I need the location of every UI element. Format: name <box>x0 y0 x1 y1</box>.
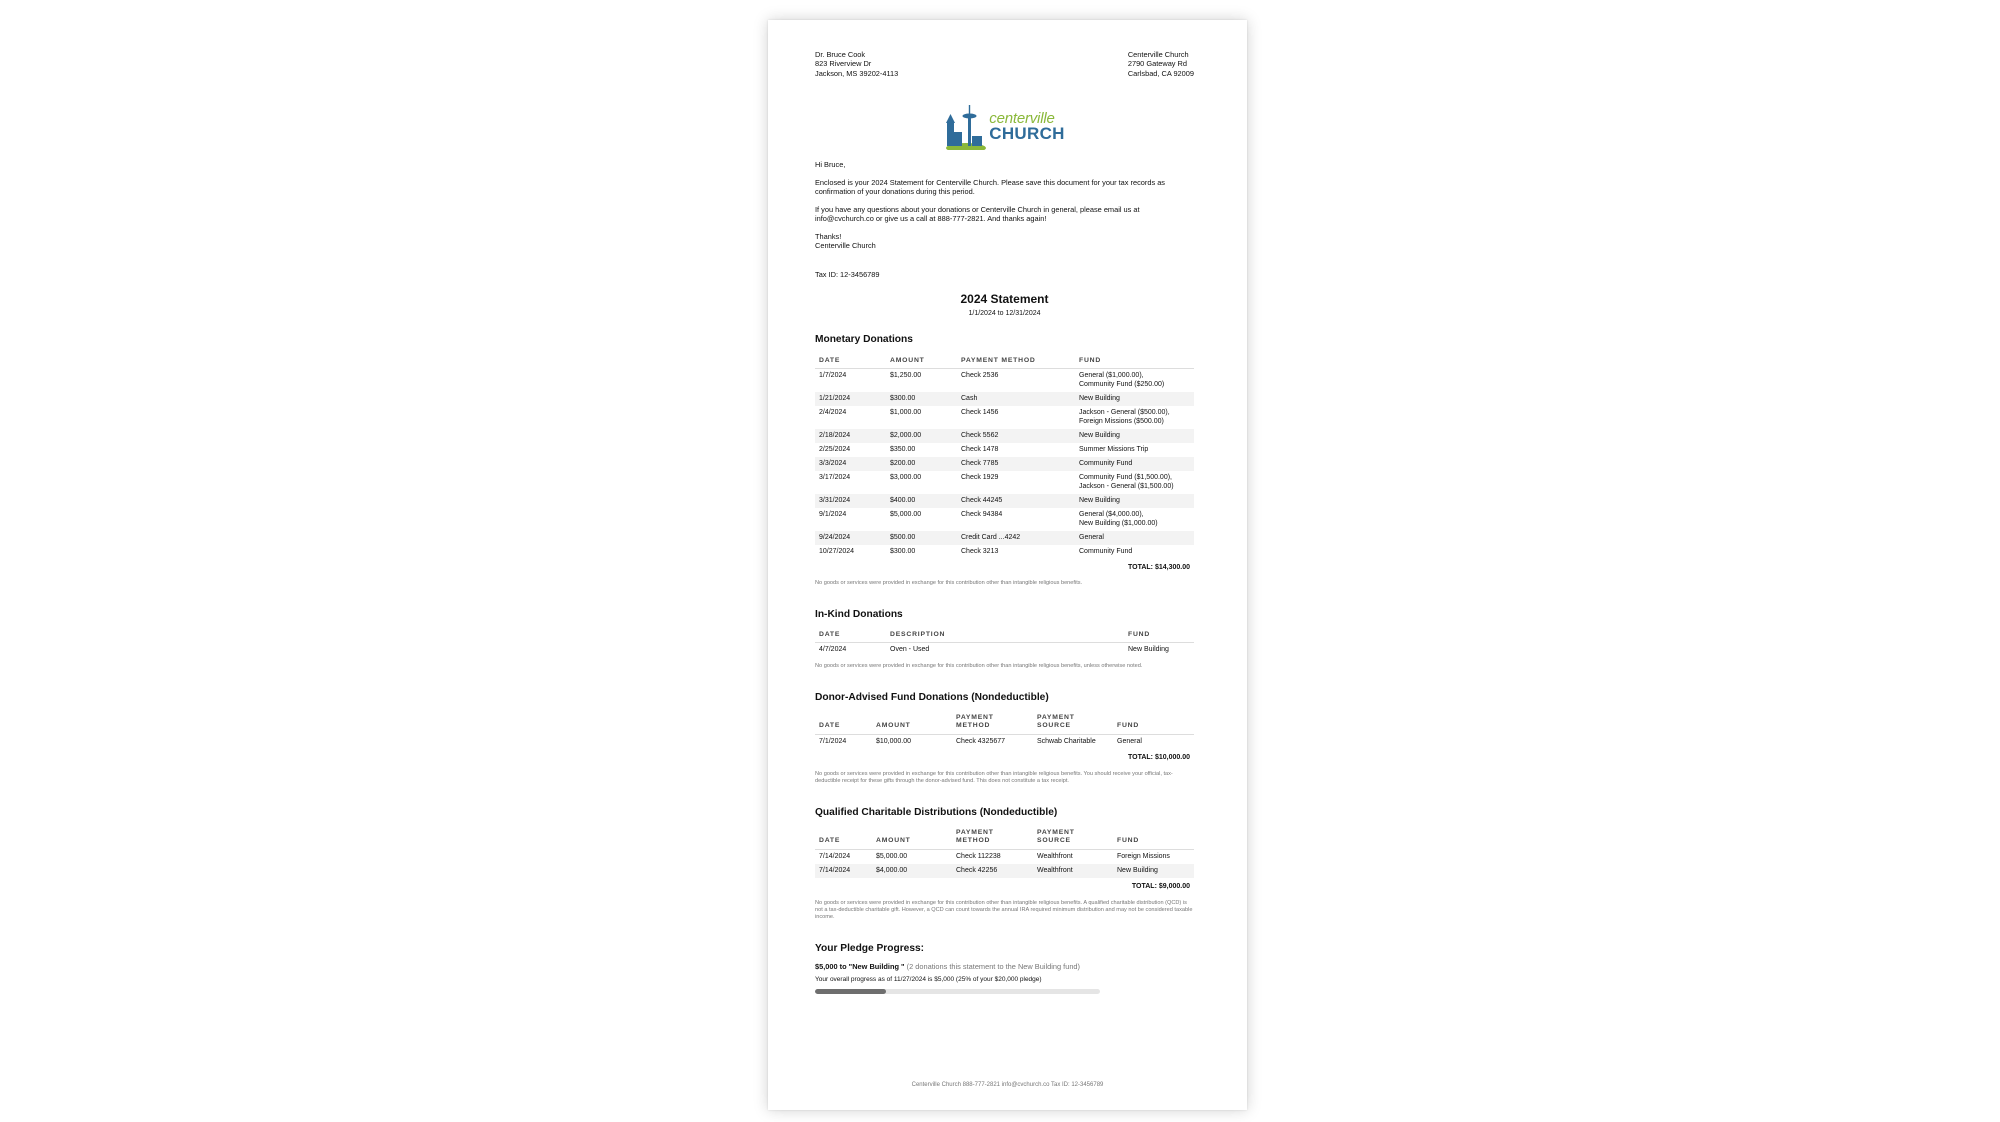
inkind-col-header: FUND <box>1124 629 1194 643</box>
daf-table <box>815 712 1194 765</box>
pledge-line <box>815 962 1194 971</box>
table-cell: 2/4/2024 <box>819 409 847 417</box>
donor-street: 823 Riverview Dr <box>815 59 872 69</box>
qcd-table <box>815 827 1194 894</box>
daf-col-header: FUND <box>1113 712 1194 735</box>
table-row <box>815 508 1194 531</box>
table-cell: 4/7/2024 <box>819 646 847 654</box>
table-cell: Community Fund <box>1079 547 1133 555</box>
table-cell: Wealthfront <box>1033 864 1113 878</box>
table-cell: New Building <box>1075 392 1194 406</box>
table-cell: 2/18/2024 <box>815 429 886 443</box>
table-cell: $350.00 <box>890 445 916 453</box>
statement-page <box>768 20 1247 1110</box>
table-cell: Check 112238 <box>956 852 1001 860</box>
monetary-col-header: FUND <box>1075 355 1194 369</box>
donor-name: Dr. Bruce Cook <box>815 50 866 59</box>
qcd-col-header: PAYMENT SOURCE <box>1033 827 1113 850</box>
table-row <box>815 864 1194 878</box>
table-cell: Check 5562 <box>957 429 1075 443</box>
monetary-col-header: AMOUNT <box>886 355 957 369</box>
table-cell: Check 1456 <box>961 409 999 417</box>
table-cell: 3/31/2024 <box>815 494 886 508</box>
table-cell: 7/14/2024 <box>819 852 851 860</box>
table-cell: 7/1/2024 <box>819 738 847 746</box>
table-row <box>815 429 1194 443</box>
table-row <box>815 443 1194 457</box>
table-cell: Schwab Charitable <box>1037 738 1096 746</box>
table-cell: $300.00 <box>890 547 916 555</box>
monetary-total: TOTAL: $14,300.00 <box>1128 563 1190 571</box>
daf-body <box>815 735 1194 765</box>
table-row <box>815 494 1194 508</box>
table-cell: Foreign Missions <box>1117 852 1170 860</box>
church-name: Centerville Church <box>1127 50 1189 59</box>
inkind-note: No goods or services were provided in exchange for this contribution other than intangible religious benefits, unless otherwise noted. <box>815 663 1143 670</box>
monetary-col-header: DATE <box>815 355 886 369</box>
table-row <box>815 531 1194 545</box>
monetary-col-header: PAYMENT METHOD <box>957 355 1075 369</box>
table-cell: 3/17/2024 <box>819 473 851 481</box>
logo-top-text: centerville <box>989 109 1055 127</box>
table-cell: Check 7785 <box>957 457 1075 471</box>
table-cell: $400.00 <box>886 494 957 508</box>
qcd-total-row <box>815 878 1194 894</box>
qcd-title: Qualified Charitable Distributions (Nondeductible) <box>815 806 1058 818</box>
monetary-body <box>815 369 1194 575</box>
qcd-col-header: FUND <box>1113 827 1194 850</box>
letter-thanks: Thanks! <box>815 231 842 241</box>
address-header <box>815 50 1194 78</box>
table-cell: Check 4325677 <box>956 738 1006 746</box>
statement-title: 2024 Statement <box>960 292 1049 307</box>
daf-col-header: PAYMENT METHOD <box>952 712 1033 735</box>
table-cell: Wealthfront <box>1037 852 1073 860</box>
table-row <box>815 735 1194 749</box>
inkind-header-row <box>815 629 1194 643</box>
monetary-total-row <box>815 559 1194 575</box>
table-row <box>815 457 1194 471</box>
table-row <box>815 471 1194 494</box>
table-cell: $2,000.00 <box>886 429 957 443</box>
table-cell: Oven - Used <box>890 646 930 654</box>
logo-bottom-text: CHURCH <box>989 123 1065 143</box>
qcd-col-header: DATE <box>815 827 872 850</box>
monetary-table <box>815 355 1194 575</box>
table-cell: 2/25/2024 <box>819 445 851 453</box>
daf-col-header: DATE <box>815 712 872 735</box>
table-cell: $5,000.00 <box>890 510 922 518</box>
table-cell: Check 1478 <box>961 445 999 453</box>
page-footer: Centerville Church 888-777-2821 info@cvchurch.co Tax ID: 12-3456789 <box>911 1082 1104 1088</box>
table-cell: General <box>1075 531 1194 545</box>
table-cell: Check 94384 <box>961 510 1003 518</box>
pledge-progress-fill <box>815 989 886 994</box>
church-building-icon <box>944 102 986 150</box>
qcd-note: No goods or services were provided in exchange for this contribution other than intangible religious benefits. A qualified charitable distribution (QCD) is not a tax-deductible charitable gift. However, a QCD can count towards the annual IRA required minimum distribution and may not be considered taxable income. <box>815 899 1193 921</box>
church-logo <box>815 102 1194 150</box>
table-cell: $4,000.00 <box>872 864 952 878</box>
qcd-body <box>815 849 1194 893</box>
qcd-header-row <box>815 827 1194 850</box>
inkind-col-header: DESCRIPTION <box>886 629 1124 643</box>
table-cell: Cash <box>957 392 1075 406</box>
monetary-header-row <box>815 355 1194 369</box>
table-cell: Jackson - General ($500.00), Foreign Missions ($500.00) <box>1079 409 1170 426</box>
table-cell: New Building <box>1075 494 1194 508</box>
inkind-col-header: DATE <box>815 629 886 643</box>
table-cell: $1,250.00 <box>890 372 922 380</box>
pledge-amount: $5,000 to "New Building " <box>815 961 905 971</box>
table-cell: $10,000.00 <box>876 738 912 746</box>
table-cell: Check 42256 <box>952 864 1033 878</box>
table-cell: Credit Card ...4242 <box>957 531 1075 545</box>
inkind-title: In-Kind Donations <box>815 608 903 620</box>
donor-address <box>815 50 898 78</box>
table-cell: $300.00 <box>886 392 957 406</box>
pledge-overall: Your overall progress as of 11/27/2024 is $5,000 (25% of your $20,000 pledge) <box>815 976 1042 984</box>
church-city: Carlsbad, CA 92009 <box>1127 68 1194 78</box>
pledge-title: Your Pledge Progress: <box>815 942 925 954</box>
table-cell: Summer Missions Trip <box>1079 445 1149 453</box>
donor-city: Jackson, MS 39202-4113 <box>815 68 899 78</box>
table-row <box>815 849 1194 863</box>
daf-col-header: PAYMENT SOURCE <box>1033 712 1113 735</box>
inkind-table <box>815 629 1194 658</box>
table-cell: New Building <box>1128 646 1169 654</box>
daf-total-row <box>815 749 1194 765</box>
table-cell: 1/21/2024 <box>815 392 886 406</box>
daf-note: No goods or services were provided in exchange for this contribution other than intangible religious benefits. You should receive your official, tax-deductible receipt for these gifts through the donor-advised fund. This does not constitute a tax receipt. <box>815 771 1173 785</box>
table-cell: 9/24/2024 <box>815 531 886 545</box>
table-cell: New Building <box>1075 429 1194 443</box>
table-row <box>815 643 1194 657</box>
statement-content <box>815 50 1194 994</box>
pledge-detail: (2 donations this statement to the New Building fund) <box>906 961 1080 971</box>
monetary-note: No goods or services were provided in exchange for this contribution other than intangible religious benefits. <box>815 580 1083 587</box>
table-cell: General ($4,000.00), New Building ($1,000.00) <box>1079 510 1158 527</box>
table-cell: 10/27/2024 <box>819 547 855 555</box>
table-cell: 1/7/2024 <box>819 372 847 380</box>
letter-paragraph-2: If you have any questions about your donations or Centerville Church in general, please email us at info@cvchurch.co or give us a call at 888-777-2821. And thanks again! <box>815 204 1140 224</box>
table-cell: General ($1,000.00), Community Fund ($250.00) <box>1079 372 1165 389</box>
table-row <box>815 392 1194 406</box>
statement-range: 1/1/2024 to 12/31/2024 <box>968 309 1041 317</box>
table-cell: New Building <box>1113 864 1194 878</box>
table-cell: 9/1/2024 <box>819 510 847 518</box>
table-cell: Check 3213 <box>961 547 999 555</box>
table-cell: $3,000.00 <box>890 473 922 481</box>
table-cell: 7/14/2024 <box>815 864 872 878</box>
table-row <box>815 369 1194 392</box>
letter-paragraph-1: Enclosed is your 2024 Statement for Centerville Church. Please save this document for your tax records as confirmation of your donations during this period. <box>815 177 1165 197</box>
monetary-title: Monetary Donations <box>815 334 913 346</box>
letter-signature: Centerville Church <box>815 241 876 251</box>
table-row <box>815 406 1194 429</box>
table-cell: Community Fund ($1,500.00), Jackson - General ($1,500.00) <box>1079 473 1174 490</box>
tax-id: Tax ID: 12-3456789 <box>815 269 880 279</box>
table-cell: $200.00 <box>886 457 957 471</box>
qcd-col-header: AMOUNT <box>872 827 952 850</box>
qcd-total: TOTAL: $9,000.00 <box>1131 882 1190 890</box>
table-row <box>815 545 1194 559</box>
table-cell: $5,000.00 <box>876 852 908 860</box>
table-cell: 3/3/2024 <box>815 457 886 471</box>
table-cell: Check 1929 <box>961 473 999 481</box>
greeting: Hi Bruce, <box>815 160 846 170</box>
table-cell: Check 44245 <box>957 494 1075 508</box>
qcd-col-header: PAYMENT METHOD <box>952 827 1033 850</box>
daf-header-row <box>815 712 1194 735</box>
table-cell: $500.00 <box>886 531 957 545</box>
pledge-progress-bar <box>815 989 1100 994</box>
table-cell: $1,000.00 <box>890 409 922 417</box>
daf-title: Donor-Advised Fund Donations (Nondeductible) <box>815 691 1049 703</box>
table-cell: Community Fund <box>1075 457 1194 471</box>
church-address <box>1128 50 1194 78</box>
daf-col-header: AMOUNT <box>872 712 952 735</box>
daf-total: TOTAL: $10,000.00 <box>1128 754 1190 762</box>
inkind-body <box>815 643 1194 657</box>
table-cell: General <box>1117 738 1142 746</box>
church-street: 2790 Gateway Rd <box>1127 59 1188 69</box>
table-cell: Check 2536 <box>961 372 999 380</box>
